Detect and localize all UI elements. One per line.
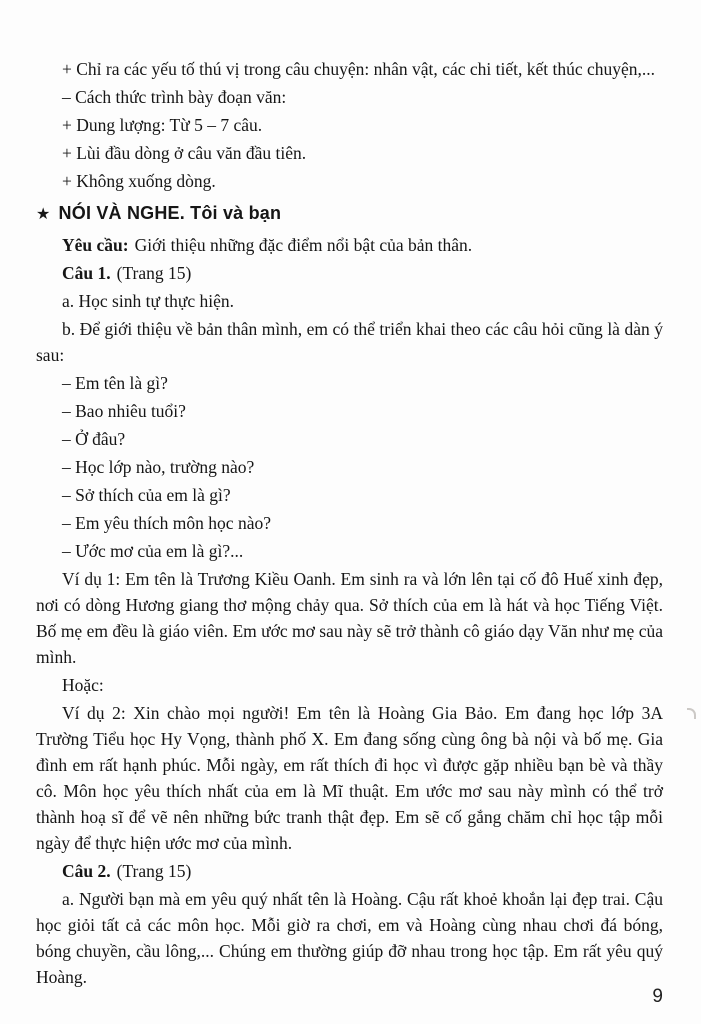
question-2-heading	[36, 858, 663, 884]
or-label: Hoặc:	[62, 675, 104, 695]
question-2-page-ref: (Trang 15)	[116, 861, 192, 881]
outline-question-age: – Bao nhiêu tuổi?	[62, 401, 186, 421]
outline-question-where: – Ở đâu?	[62, 429, 126, 449]
bullet-story-elements: + Chỉ ra các yếu tố thú vị trong câu chuyện: nhân vật, các chi tiết, kết thúc chuyện,...	[62, 59, 656, 79]
outline-question-subject: – Em yêu thích môn học nào?	[62, 513, 271, 533]
question-1-heading	[36, 260, 663, 286]
star-icon: ★	[36, 206, 51, 223]
dash-presentation-format: – Cách thức trình bày đoạn văn:	[62, 87, 287, 107]
outline-question-class-school: – Học lớp nào, trường nào?	[62, 457, 255, 477]
example-1-paragraph: Ví dụ 1: Em tên là Trương Kiều Oanh. Em sinh ra và lớn lên tại cố đô Huế xinh đẹp, nơi có dòng Hương giang thơ mộng chảy qua. Sở thích của em là hát và học Tiếng Việt. Bố mẹ em đều là giáo viên. Em ước mơ sau này sẽ trở thành cô giáo dạy Văn như mẹ của mình.	[36, 569, 663, 667]
requirement-line	[36, 232, 663, 258]
scan-artifact-mark	[687, 708, 696, 719]
section-heading-title: NÓI VÀ NGHE. Tôi và bạn	[58, 203, 282, 223]
example-2-paragraph: Ví dụ 2: Xin chào mọi người! Em tên là Hoàng Gia Bảo. Em đang học lớp 3A Trường Tiểu học Hy Vọng, thành phố X. Em đang sống cùng ông bà nội và bố mẹ. Gia đình em rất hạnh phúc. Mỗi ngày, em rất thích đi học vì được gặp nhiều bạn bè và thầy cô. Môn học yêu thích nhất của em là Mĩ thuật. Em ước mơ sau này mình có thể trở thành hoạ sĩ để vẽ nên những bức tranh thật đẹp. Em sẽ cố gắng chăm chỉ học tập mỗi ngày để thực hiện ước mơ của mình.	[36, 703, 663, 853]
page-number: 9	[652, 986, 663, 1007]
outline-question-name: – Em tên là gì?	[62, 373, 168, 393]
section-heading	[36, 200, 663, 228]
q1-item-a: a. Học sinh tự thực hiện.	[62, 291, 235, 311]
bullet-length: + Dung lượng: Từ 5 – 7 câu.	[62, 115, 263, 135]
bullet-no-line-break: + Không xuống dòng.	[62, 171, 216, 191]
question-1-label: Câu 1.	[62, 263, 111, 283]
outline-question-hobby: – Sở thích của em là gì?	[62, 485, 231, 505]
bullet-first-line-indent: + Lùi đầu dòng ở câu văn đầu tiên.	[62, 143, 307, 163]
requirement-text: Giới thiệu những đặc điểm nổi bật của bản thân.	[134, 235, 473, 255]
requirement-label: Yêu cầu:	[62, 235, 129, 255]
q1-item-b: b. Để giới thiệu về bản thân mình, em có thể triển khai theo các câu hỏi cũng là dàn ý sau:	[36, 319, 663, 365]
question-1-page-ref: (Trang 15)	[116, 263, 192, 283]
q2-item-a-paragraph: a. Người bạn mà em yêu quý nhất tên là Hoàng. Cậu rất khoẻ khoắn lại đẹp trai. Cậu học giỏi tất cả các môn học. Mỗi giờ ra chơi, em và Hoàng cùng nhau chơi đá bóng, bóng chuyền, cầu lông,... Chúng em thường giúp đỡ nhau trong học tập. Em rất yêu quý Hoàng.	[36, 889, 663, 987]
question-2-label: Câu 2.	[62, 861, 111, 881]
outline-question-dream: – Ước mơ của em là gì?...	[62, 541, 244, 561]
